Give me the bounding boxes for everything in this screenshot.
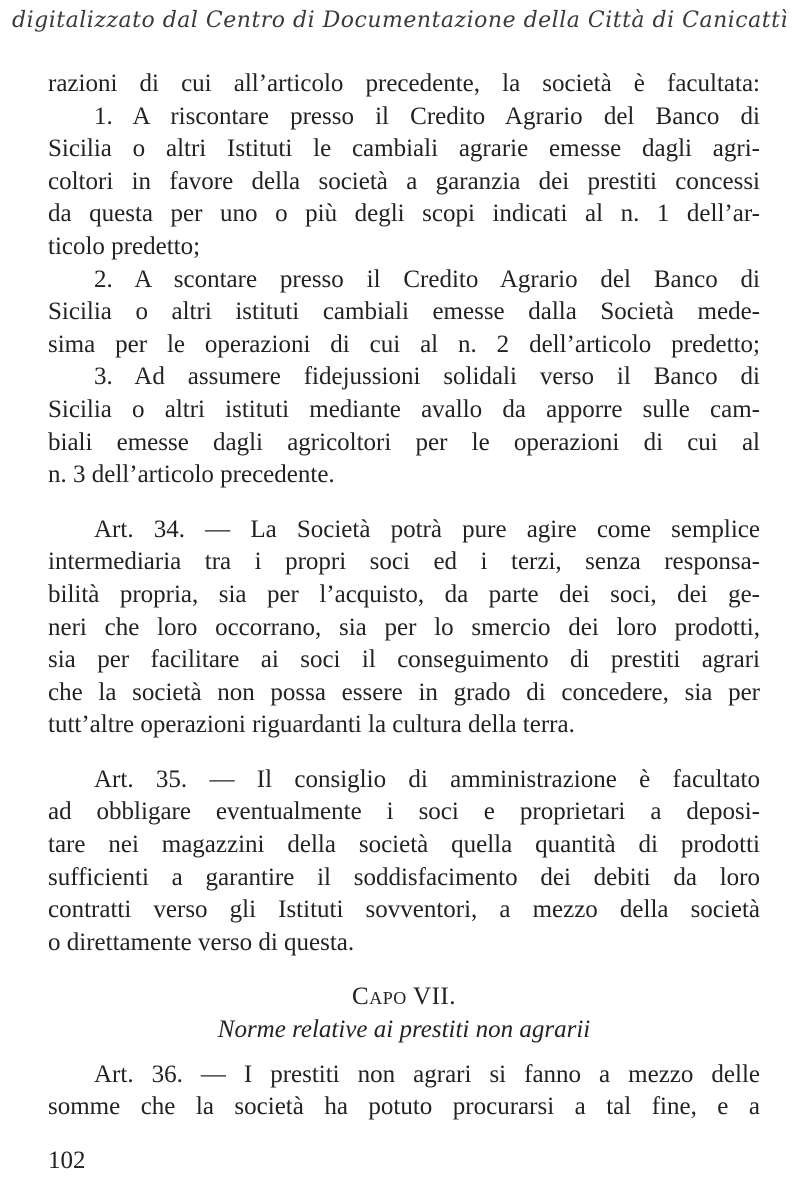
text-line: da questa per uno o più degli scopi indicati al n. 1 dell’ar- [48, 200, 760, 228]
text-line: Art. 34. — La Società potrà pure agire come semplice [94, 515, 760, 543]
text-line: Sicilia o altri Istituti le cambiali agrarie emesse dagli agri- [48, 135, 760, 163]
text-line: ticolo predetto; [48, 232, 201, 260]
article-35 [48, 764, 760, 960]
text-line: n. 3 dell’articolo precedente. [48, 461, 335, 489]
text-line: coltori in favore della società a garanzia dei prestiti concessi [48, 167, 760, 195]
text-line: 2. A scontare presso il Credito Agrario del Banco di [94, 265, 760, 293]
text-line: che la società non possa essere in grado di concedere, sia per [48, 678, 760, 706]
article-36 [48, 1059, 760, 1124]
text-line: biali emesse dagli agricoltori per le operazioni di cui al [48, 428, 760, 456]
text-line: ad obbligare eventualmente i soci e proprietari a deposi- [48, 798, 760, 826]
text-line: somme che la società ha potuto procurarsi a tal fine, e a [48, 1093, 760, 1121]
text-line: bilità propria, sia per l’acquisto, da parte dei soci, dei ge- [48, 580, 760, 608]
paragraph-continuation [48, 68, 760, 492]
chapter-subtitle: Norme relative ai prestiti non agrarii [217, 1016, 591, 1044]
text-line: sima per le operazioni di cui al n. 2 dell’articolo predetto; [48, 330, 760, 358]
text-line: sufficienti a garantire il soddisfacimento dei debiti da loro [48, 863, 760, 891]
text-line: o direttamente verso di questa. [48, 928, 355, 956]
text-line: Art. 35. — Il consiglio di amministrazione è facultato [94, 765, 760, 793]
document-page [48, 68, 760, 1124]
page-number: 102 [48, 1147, 86, 1174]
text-line: tare nei magazzini della società quella quantità di prodotti [48, 831, 760, 859]
chapter-heading: Capo VII. [352, 983, 456, 1011]
text-line: tutt’altre operazioni riguardanti la cultura della terra. [48, 711, 575, 739]
text-line: neri che loro occorrano, sia per lo smercio dei loro prodotti, [48, 613, 760, 641]
digitization-watermark: digitalizzato dal Centro di Documentazione della Città di Canicattì [12, 8, 788, 33]
text-line: intermediaria tra i propri soci ed i terzi, senza responsa- [48, 548, 760, 576]
text-line: contratti verso gli Istituti sovventori, a mezzo della società [48, 896, 760, 924]
article-34 [48, 514, 760, 742]
text-line: Sicilia o altri istituti mediante avallo da apporre sulle cam- [48, 395, 760, 423]
text-line: Art. 36. — I prestiti non agrari si fanno a mezzo delle [94, 1060, 760, 1088]
text-line: razioni di cui all’articolo precedente, la società è facultata: [48, 70, 760, 97]
text-line: sia per facilitare ai soci il conseguimento di prestiti agrari [48, 646, 760, 674]
text-line: Sicilia o altri istituti cambiali emesse dalla Società mede- [48, 298, 760, 326]
text-line: 3. Ad assumere fidejussioni solidali verso il Banco di [94, 363, 760, 391]
text-line: 1. A riscontare presso il Credito Agrario del Banco di [94, 102, 760, 130]
